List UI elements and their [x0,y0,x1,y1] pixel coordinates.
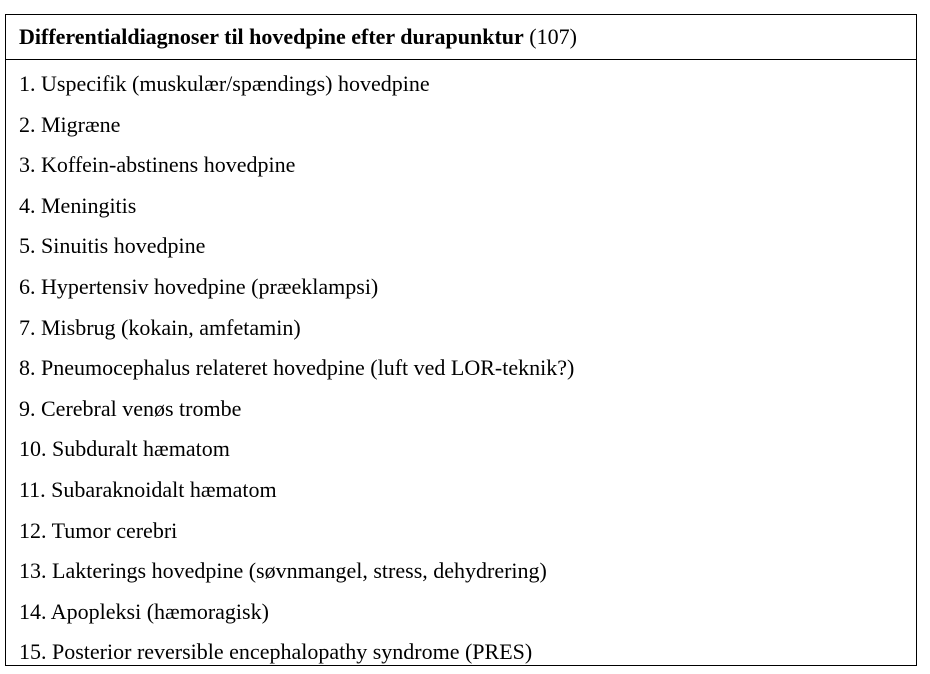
list-item: 15. Posterior reversible encephalopathy syndrome (PRES) [19,639,533,665]
list-item: 4. Meningitis [19,192,137,218]
list-item: 12. Tumor cerebri [19,517,178,543]
list-item: 8. Pneumocephalus relateret hovedpine (luft ved LOR-teknik?) [19,355,575,381]
list-item: 6. Hypertensiv hovedpine (præeklampsi) [19,273,379,299]
list-item: 10. Subduralt hæmatom [19,436,230,462]
table-title: Differentialdiagnoser til hovedpine efter durapunktur [19,24,524,49]
table-reference: (107) [529,24,577,49]
list-item: 14. Apopleksi (hæmoragisk) [19,598,269,624]
list-item: 7. Misbrug (kokain, amfetamin) [19,314,301,340]
differential-diagnosis-table [5,14,917,666]
list-item: 13. Lakterings hovedpine (søvnmangel, stress, dehydrering) [19,558,547,584]
list-item: 1. Uspecifik (muskulær/spændings) hovedpine [19,71,430,96]
diagnosis-list [6,60,916,673]
table-header [6,15,916,60]
list-item: 5. Sinuitis hovedpine [19,233,206,259]
list-item: 11. Subaraknoidalt hæmatom [19,476,277,502]
list-item: 9. Cerebral venøs trombe [19,395,242,421]
list-item: 2. Migræne [19,111,121,137]
list-item: 3. Koffein-abstinens hovedpine [19,152,296,178]
